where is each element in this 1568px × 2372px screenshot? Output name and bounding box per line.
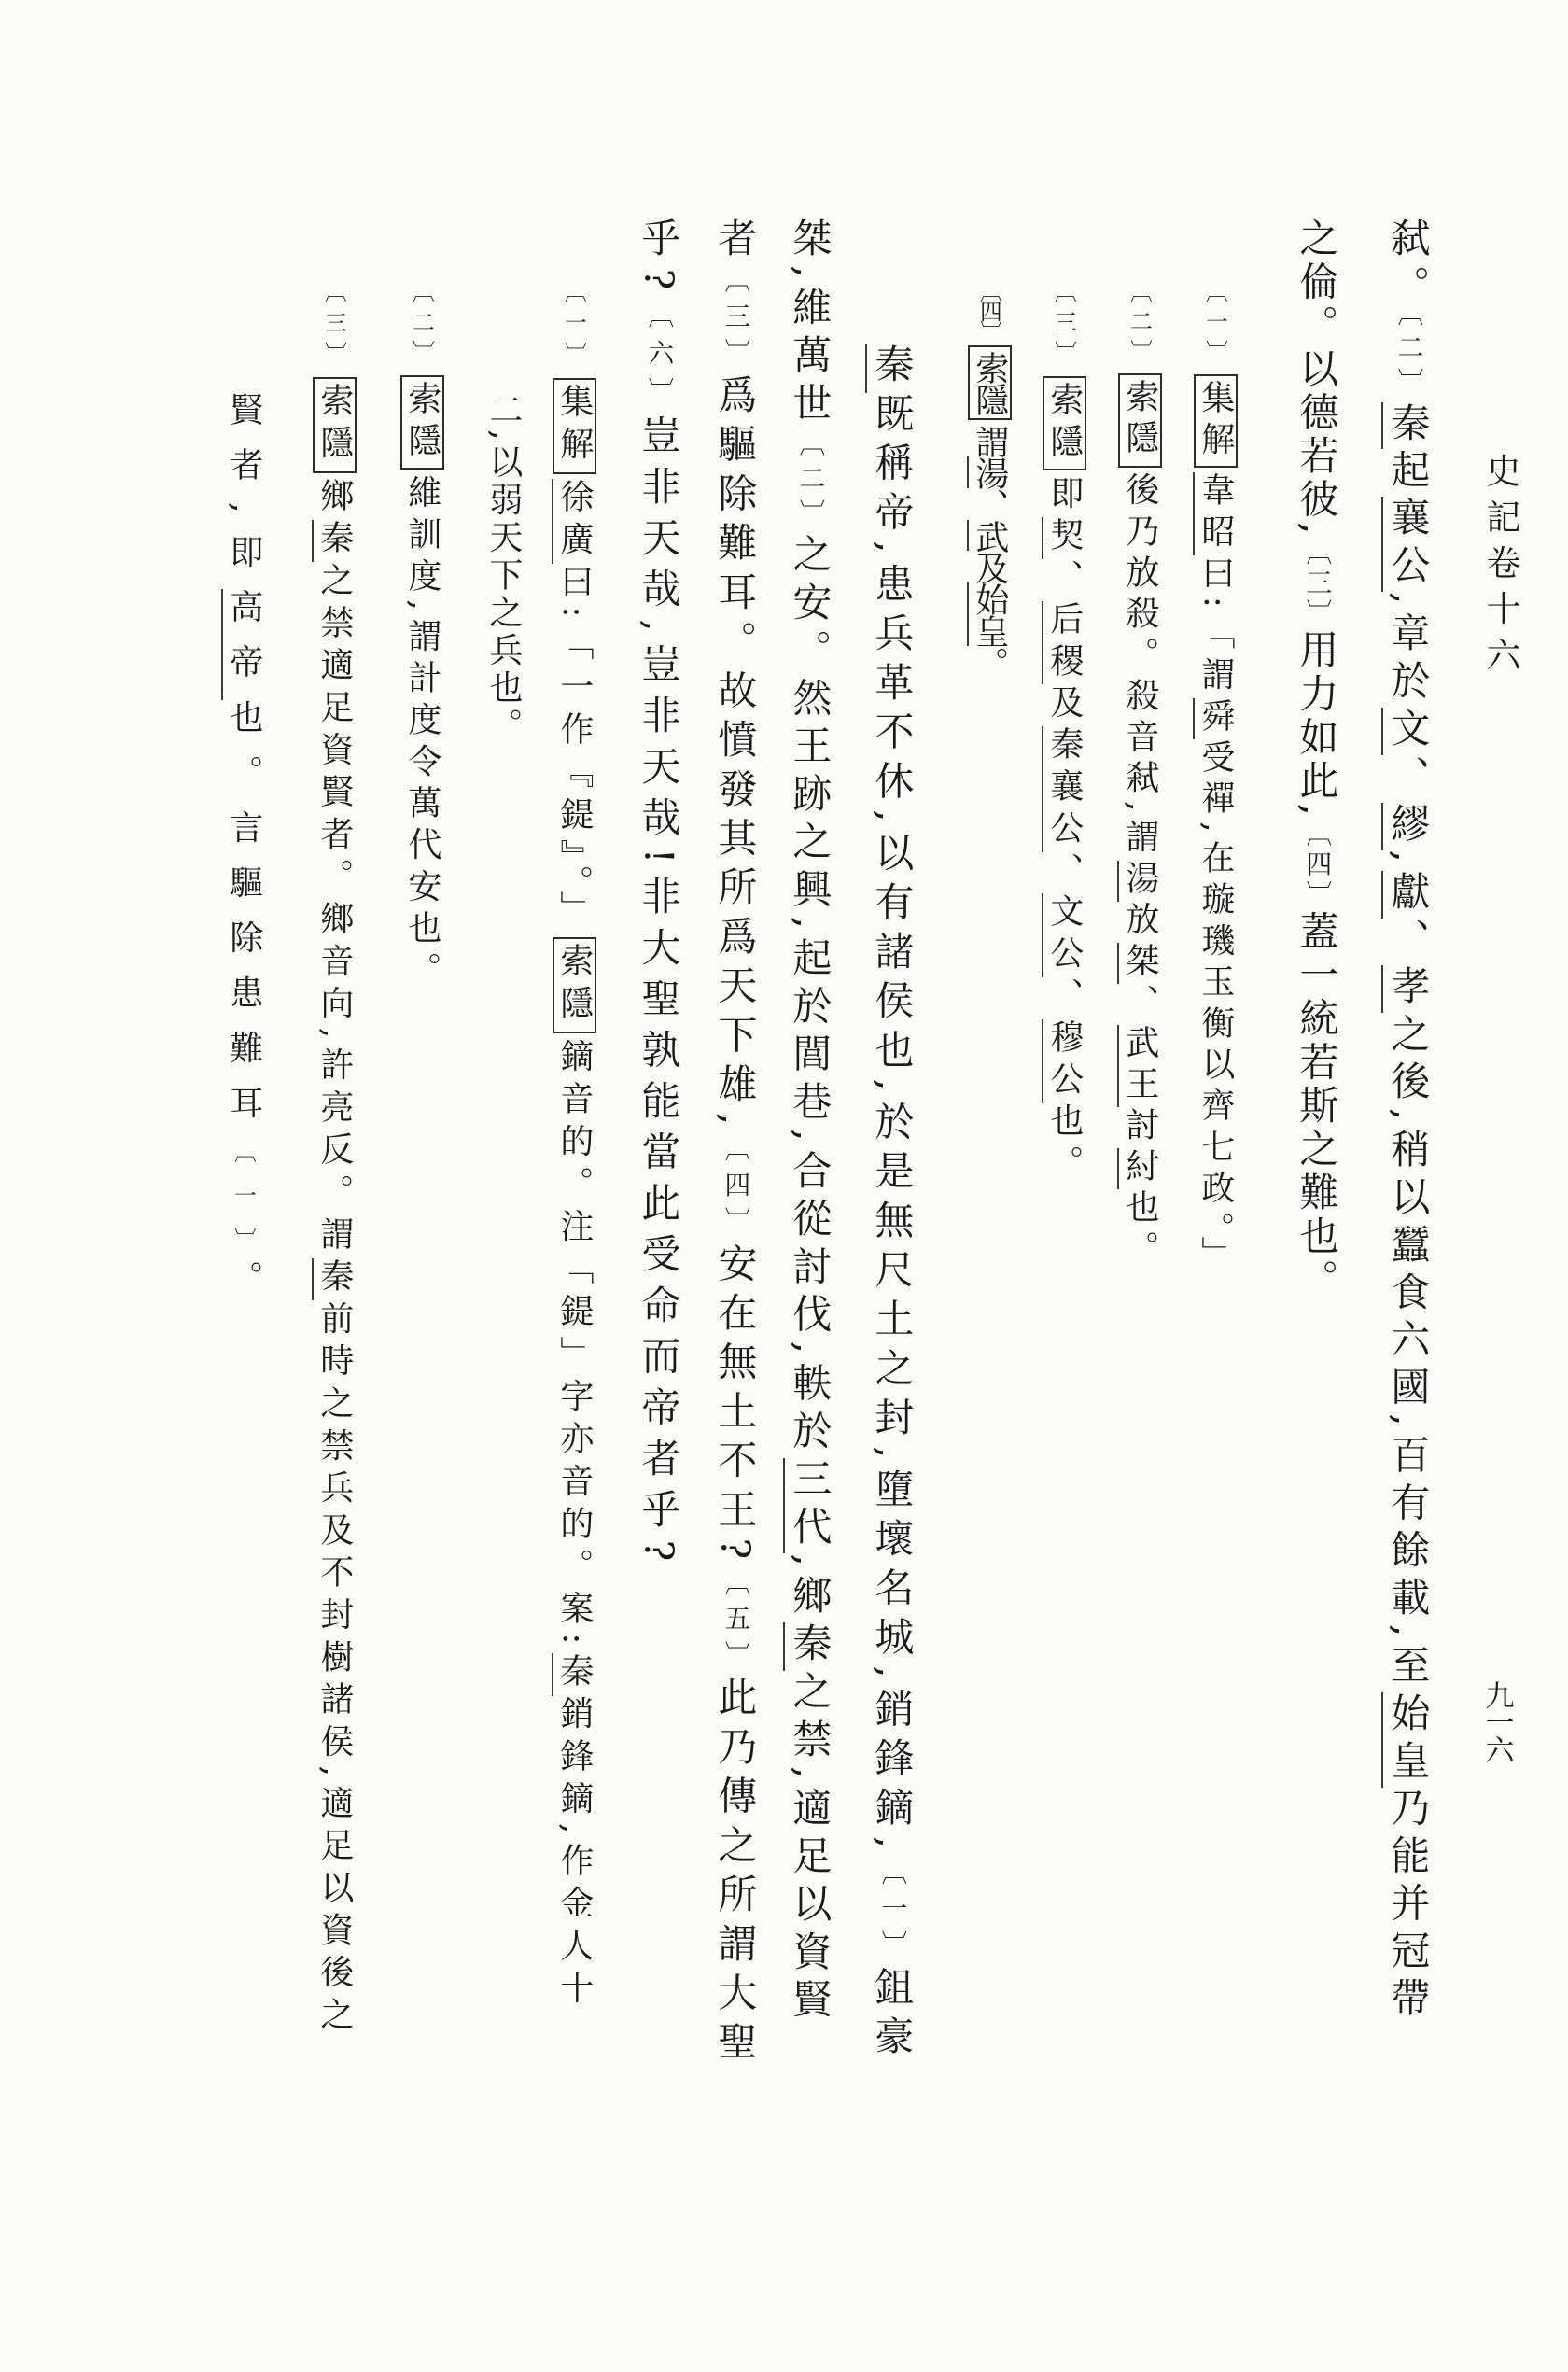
proper-noun-mark: 孝 (1381, 965, 1431, 1013)
proper-noun-mark: 文 (1381, 708, 1431, 755)
text-column (403, 280, 440, 993)
proper-noun-mark: 秦襄公 (1042, 726, 1084, 851)
text-run: 弑。 (1385, 218, 1432, 313)
text-column (484, 392, 521, 745)
text-run: 鏑音的。注「鍉」字亦音的。案: (554, 1038, 594, 1653)
proper-noun-mark: 湯 (1117, 861, 1159, 902)
proper-noun-mark: 三代 (783, 1458, 833, 1554)
text-run: 之安。然王跡之興,起於閭巷,合從討伐,軼於 (787, 533, 833, 1458)
proper-noun-mark: 秦 (865, 344, 915, 393)
running-title: 史記卷十六 (1479, 453, 1520, 682)
text-run: 乎? (636, 218, 682, 302)
proper-noun-mark: 韋昭 (1193, 472, 1235, 554)
text-run: 之倫。以德若彼, (1294, 218, 1340, 540)
text-run: ,章於 (1385, 592, 1432, 708)
proper-noun-mark: 紂 (1117, 1148, 1159, 1189)
text-run: 放 (1120, 901, 1159, 943)
proper-noun-mark: 徐廣 (552, 479, 594, 564)
proper-noun-mark: 秦 (783, 1622, 833, 1670)
text-run: 、 (1385, 754, 1432, 803)
note-marker: 〔三〕 (1301, 539, 1333, 630)
text-run: 豈非天哉,豈非天哉!非大聖孰能當此受命而帝者乎? (636, 414, 682, 1573)
text-run: 謂 (970, 424, 1009, 456)
text-run: 、 (1044, 977, 1084, 1019)
proper-noun-mark: 后稷 (1042, 601, 1084, 685)
page-number: 九一六 (1479, 1680, 1514, 1763)
text-run: 銷鋒鏑,作金人十 (554, 1695, 594, 2014)
text-column (1197, 280, 1233, 1277)
proper-noun-mark: 秦 (552, 1653, 594, 1696)
commentator-label: 索隱 (1118, 373, 1162, 467)
proper-noun-mark: 獻 (1381, 871, 1431, 919)
proper-noun-mark: 湯 (967, 456, 1009, 488)
text-column (636, 218, 682, 1573)
proper-noun-mark: 文公 (1042, 893, 1084, 977)
commentator-label: 集解 (553, 378, 596, 474)
text-run: 此乃傳之所謂大聖 (712, 1677, 759, 2070)
note-marker: 〔一〕 (876, 1858, 908, 1967)
text-run: 爲驅除難耳。故憤發其所爲天下雄, (712, 374, 759, 1135)
proper-noun-mark: 始皇 (1381, 1692, 1431, 1788)
commentator-label: 索隱 (968, 345, 1012, 420)
text-run: 曰:「一作『鍉』。」 (554, 563, 594, 933)
text-run: 、 (1120, 983, 1159, 1025)
text-run: 之禁適足資賢者。鄉音向,許亮反。謂 (315, 562, 354, 1258)
text-run: 起 (1385, 449, 1432, 498)
proper-noun-mark: 襄公 (1381, 497, 1431, 592)
text-column (712, 218, 759, 2070)
proper-noun-mark: 秦 (1381, 402, 1431, 450)
text-column (1294, 218, 1340, 1303)
text-run: 桀,維萬世 (787, 218, 833, 430)
text-run: 蓋一統若斯之難也。 (1294, 910, 1340, 1303)
text-run: 曰:「謂 (1196, 554, 1235, 698)
note-marker: 〔四〕 (975, 280, 1002, 341)
text-run: 也。言驅除患難耳 (224, 699, 263, 1141)
text-run: 及 (1044, 684, 1084, 727)
proper-noun-mark: 秦 (312, 520, 354, 562)
note-marker: 〔二〕 (794, 429, 826, 534)
text-run: 也。 (1120, 1188, 1159, 1272)
text-column (315, 280, 352, 2039)
proper-noun-mark: 武王 (1117, 1025, 1159, 1107)
commentator-label: 索隱 (313, 377, 357, 473)
text-run: 前時之禁兵及不封樹諸侯,適足以資後之 (315, 1300, 354, 2040)
commentator-label: 索隱 (400, 375, 444, 470)
text-run: 鄉 (315, 477, 354, 521)
text-run: 。 (970, 646, 1009, 679)
proper-noun-mark: 桀 (1117, 943, 1159, 984)
text-run: 也。 (1044, 1102, 1084, 1187)
commentator-label: 索隱 (1043, 376, 1086, 471)
note-marker: 〔一〕 (1201, 280, 1228, 370)
proper-noun-mark: 武 (967, 520, 1009, 552)
text-run: 受禪,在璇璣玉衡以齊七政。」 (1196, 738, 1235, 1278)
text-column (869, 344, 916, 2066)
note-marker: 〔四〕 (1301, 820, 1333, 911)
note-marker: 〔二〕 (1393, 312, 1424, 402)
text-column (789, 218, 831, 2027)
note-marker: 〔一〕 (230, 1140, 257, 1260)
note-marker: 〔三〕 (320, 280, 347, 373)
text-run: 之禁,適足以資賢 (787, 1670, 833, 2028)
note-marker: 〔五〕 (720, 1568, 751, 1677)
text-column (1045, 280, 1082, 1186)
note-marker: 〔二〕 (1126, 280, 1153, 370)
text-run: 、 (1044, 558, 1084, 601)
note-marker: 〔六〕 (643, 302, 675, 415)
text-run: , (1385, 849, 1432, 871)
text-run: 及 (970, 551, 1009, 583)
text-run: 、 (1044, 851, 1084, 894)
text-run: 安在無土不王? (712, 1242, 759, 1569)
proper-noun-mark: 繆 (1381, 803, 1431, 850)
note-marker: 〔三〕 (1050, 280, 1077, 372)
proper-noun-mark: 始皇 (967, 582, 1009, 646)
text-run: 鉏豪 (869, 1966, 916, 2066)
text-run: 後乃放殺。殺音弒,謂 (1120, 471, 1159, 861)
text-run: 用力如此, (1294, 629, 1340, 821)
text-run: 乃能并冠帶 (1385, 1787, 1432, 2026)
note-marker: 〔一〕 (560, 280, 587, 373)
text-run: ,鄉 (787, 1553, 833, 1623)
text-run: 者 (712, 218, 759, 267)
note-marker: 〔三〕 (720, 266, 751, 375)
proper-noun-mark: 契 (1042, 517, 1084, 559)
proper-noun-mark: 高帝 (221, 589, 263, 699)
text-column (555, 280, 592, 2013)
text-column (225, 392, 261, 1315)
text-column (971, 280, 1007, 678)
proper-noun-mark: 秦 (312, 1258, 354, 1300)
text-column (1121, 280, 1157, 1271)
proper-noun-mark: 穆公 (1042, 1019, 1084, 1103)
text-run: 維訓度,謂計度令萬代安也。 (402, 474, 441, 994)
text-run: 賢者,即 (224, 392, 263, 590)
proper-noun-mark: 舜 (1193, 698, 1235, 739)
commentator-label: 集解 (1194, 374, 1238, 468)
text-run: 、 (1385, 918, 1432, 966)
text-run: 討 (1120, 1106, 1159, 1148)
text-run: 既稱帝,患兵革不休,以有諸侯也,於是無尺土之封,墮壞名城,銷鋒鏑, (869, 392, 916, 1859)
note-marker: 〔四〕 (720, 1134, 751, 1243)
note-marker: 〔二〕 (408, 280, 435, 372)
text-run: 、 (970, 487, 1009, 520)
text-run: 即 (1044, 475, 1084, 518)
text-run: 。 (224, 1260, 263, 1316)
text-run: 二,以弱天下之兵也。 (483, 392, 523, 745)
commentator-label: 索隱 (553, 937, 596, 1033)
text-run: 之後,稍以蠶食六國,百有餘載,至 (1385, 1013, 1432, 1693)
text-column (1385, 218, 1432, 2026)
